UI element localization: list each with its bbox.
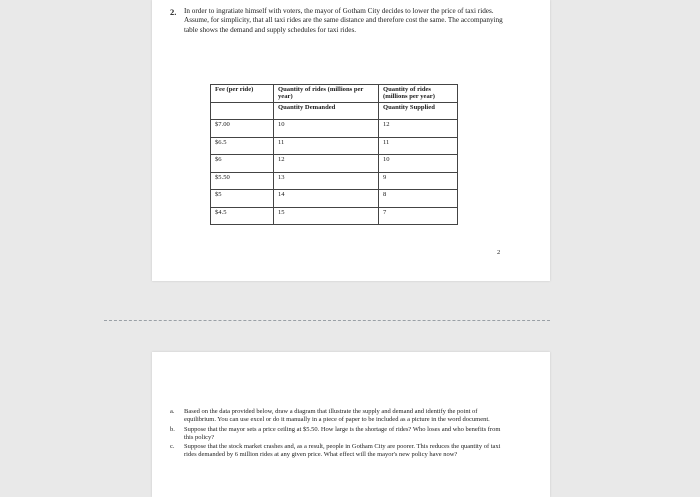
table-row (211, 190, 458, 208)
supplied-cell: 12 (379, 120, 458, 138)
header-fee: Fee (per ride) (211, 85, 274, 103)
document-page-2 (152, 352, 550, 497)
demand-supply-table (210, 84, 458, 225)
fee-cell: $4.5 (211, 207, 274, 225)
list-item (170, 408, 510, 425)
demanded-cell: 11 (274, 137, 379, 155)
part-marker: b. (170, 425, 175, 433)
table-row (211, 120, 458, 138)
supplied-cell: 8 (379, 190, 458, 208)
header-quantity-demanded: Quantity of rides (millions per year) (274, 85, 379, 103)
question-parts-list (170, 408, 510, 461)
fee-cell: $6.5 (211, 137, 274, 155)
table-row (211, 172, 458, 190)
fee-cell: $6 (211, 155, 274, 173)
subheader-fee (211, 102, 274, 120)
part-text: Suppose that the mayor sets a price ceiling at $5.50. How large is the shortage of rides? Who loses and who benefits from this policy? (184, 425, 501, 441)
supplied-cell: 9 (379, 172, 458, 190)
list-item (170, 443, 510, 460)
supplied-cell: 11 (379, 137, 458, 155)
demanded-cell: 15 (274, 207, 379, 225)
subheader-demanded: Quantity Demanded (274, 102, 379, 120)
fee-cell: $5.50 (211, 172, 274, 190)
table-row (211, 155, 458, 173)
supplied-cell: 7 (379, 207, 458, 225)
demanded-cell: 10 (274, 120, 379, 138)
part-marker: a. (170, 408, 175, 415)
subheader-supplied: Quantity Supplied (379, 102, 458, 120)
part-text: Based on the data provided below, draw a diagram that illustrate the supply and demand and identify the point of equilibrium. You can use excel or do it manually in a piece of paper to be included as a picture in the word document. (184, 408, 490, 424)
table-row (211, 207, 458, 225)
part-text: Suppose that the stock market crashes and, as a result, people in Gotham City are poorer. This reduces the quantity of taxi rides demanded by 6 million rides at any given price. What effect will the mayor's new policy have now? (184, 443, 501, 459)
fee-cell: $5 (211, 190, 274, 208)
table-header-row (211, 85, 458, 103)
document-page-1 (152, 0, 550, 281)
supplied-cell: 10 (379, 155, 458, 173)
header-quantity-supplied: Quantity of rides (millions per year) (379, 85, 458, 103)
question-text: In order to ingratiate himself with voters, the mayor of Gotham City decides to lower the price of taxi rides. Assume, for simplicity, that all taxi rides are the same distance and therefore cost the same. The accompanying table shows the demand and supply schedules for taxi rides. (184, 7, 503, 34)
table-row (211, 137, 458, 155)
demanded-cell: 13 (274, 172, 379, 190)
demanded-cell: 12 (274, 155, 379, 173)
question-number: 2. (170, 7, 177, 17)
page-number: 2 (497, 249, 501, 256)
fee-cell: $7.00 (211, 120, 274, 138)
part-marker: c. (170, 443, 175, 451)
list-item (170, 426, 510, 443)
table-subheader-row (211, 102, 458, 120)
demanded-cell: 14 (274, 190, 379, 208)
page-break-divider (104, 320, 550, 321)
